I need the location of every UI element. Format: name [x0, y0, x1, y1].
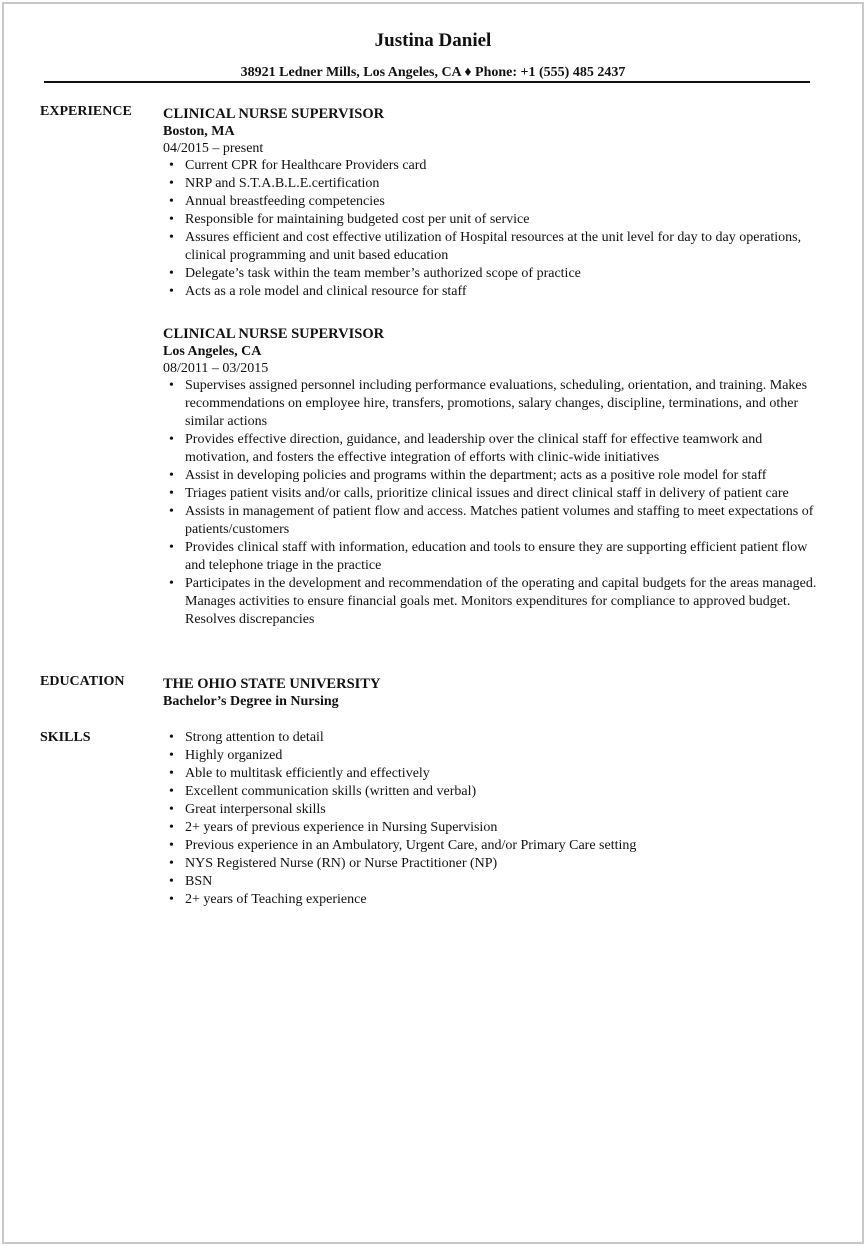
- skills-list: [163, 729, 823, 909]
- list-item: • Annual breastfeeding competencies: [185, 193, 823, 211]
- list-item: • Assures efficient and cost effective utilization of Hospital resources at the unit level for day to day operations, clinical programming and unit based education: [185, 229, 823, 265]
- list-item: • 2+ years of previous experience in Nursing Supervision: [185, 819, 823, 837]
- education-heading: EDUCATION: [40, 674, 125, 689]
- list-item: • Able to multitask efficiently and effectively: [185, 765, 823, 783]
- job-title: CLINICAL NURSE SUPERVISOR: [163, 326, 385, 342]
- list-item: • Acts as a role model and clinical resource for staff: [185, 283, 823, 301]
- job-location: Boston, MA: [163, 124, 235, 139]
- list-item: • Great interpersonal skills: [185, 801, 823, 819]
- list-item: • Assists in management of patient flow and access. Matches patient volumes and staffing to meet expectations of patients/customers: [185, 503, 823, 539]
- job-dates: 08/2011 – 03/2015: [163, 361, 269, 376]
- list-item: • Triages patient visits and/or calls, prioritize clinical issues and direct clinical staff in delivery of patient care: [185, 485, 823, 503]
- education-entry: [163, 675, 823, 710]
- list-item: • BSN: [185, 873, 823, 891]
- contact-line: 38921 Ledner Mills, Los Angeles, CA ♦ Phone: +1 (555) 485 2437: [240, 65, 626, 80]
- resume-page: [2, 2, 864, 1244]
- job-location: Los Angeles, CA: [163, 344, 262, 359]
- job-bullet-list: [163, 157, 823, 301]
- list-item: • 2+ years of Teaching experience: [185, 891, 823, 909]
- list-item: • Highly organized: [185, 747, 823, 765]
- list-item: • Responsible for maintaining budgeted cost per unit of service: [185, 211, 823, 229]
- experience-heading: EXPERIENCE: [40, 104, 132, 119]
- degree: Bachelor’s Degree in Nursing: [163, 694, 339, 709]
- job-title: CLINICAL NURSE SUPERVISOR: [163, 106, 385, 122]
- job-entry-1: [163, 105, 823, 301]
- job-bullet-list: [163, 377, 823, 629]
- list-item: • Participates in the development and recommendation of the operating and capital budgets for the areas managed. Manages activities to ensure financial goals met. Monitors expenditures for compliance to approved budget. Resolves discrepancies: [185, 575, 823, 629]
- header-divider: [44, 81, 810, 83]
- list-item: • Provides effective direction, guidance, and leadership over the clinical staff for effective teamwork and motivation, and fosters the effective integration of efforts with clinic-wide initiatives: [185, 431, 823, 467]
- list-item: • Supervises assigned personnel including performance evaluations, scheduling, orientation, and training. Makes recommendations on employee hire, transfers, promotions, salary changes, discipline, terminations, and other similar actions: [185, 377, 823, 431]
- school-name: THE OHIO STATE UNIVERSITY: [163, 676, 381, 692]
- list-item: • Provides clinical staff with information, education and tools to ensure they are supporting efficient patient flow and telephone triage in the practice: [185, 539, 823, 575]
- skills-entry: [163, 729, 823, 909]
- list-item: • NYS Registered Nurse (RN) or Nurse Practitioner (NP): [185, 855, 823, 873]
- list-item: • Strong attention to detail: [185, 729, 823, 747]
- job-entry-2: [163, 325, 823, 629]
- job-dates: 04/2015 – present: [163, 141, 264, 156]
- list-item: • Excellent communication skills (written and verbal): [185, 783, 823, 801]
- list-item: • Assist in developing policies and programs within the department; acts as a positive role model for staff: [185, 467, 823, 485]
- list-item: • Previous experience in an Ambulatory, Urgent Care, and/or Primary Care setting: [185, 837, 823, 855]
- list-item: • Delegate’s task within the team member’s authorized scope of practice: [185, 265, 823, 283]
- candidate-name: Justina Daniel: [374, 30, 492, 51]
- skills-heading: SKILLS: [40, 730, 91, 745]
- list-item: • NRP and S.T.A.B.L.E.certification: [185, 175, 823, 193]
- list-item: • Current CPR for Healthcare Providers card: [185, 157, 823, 175]
